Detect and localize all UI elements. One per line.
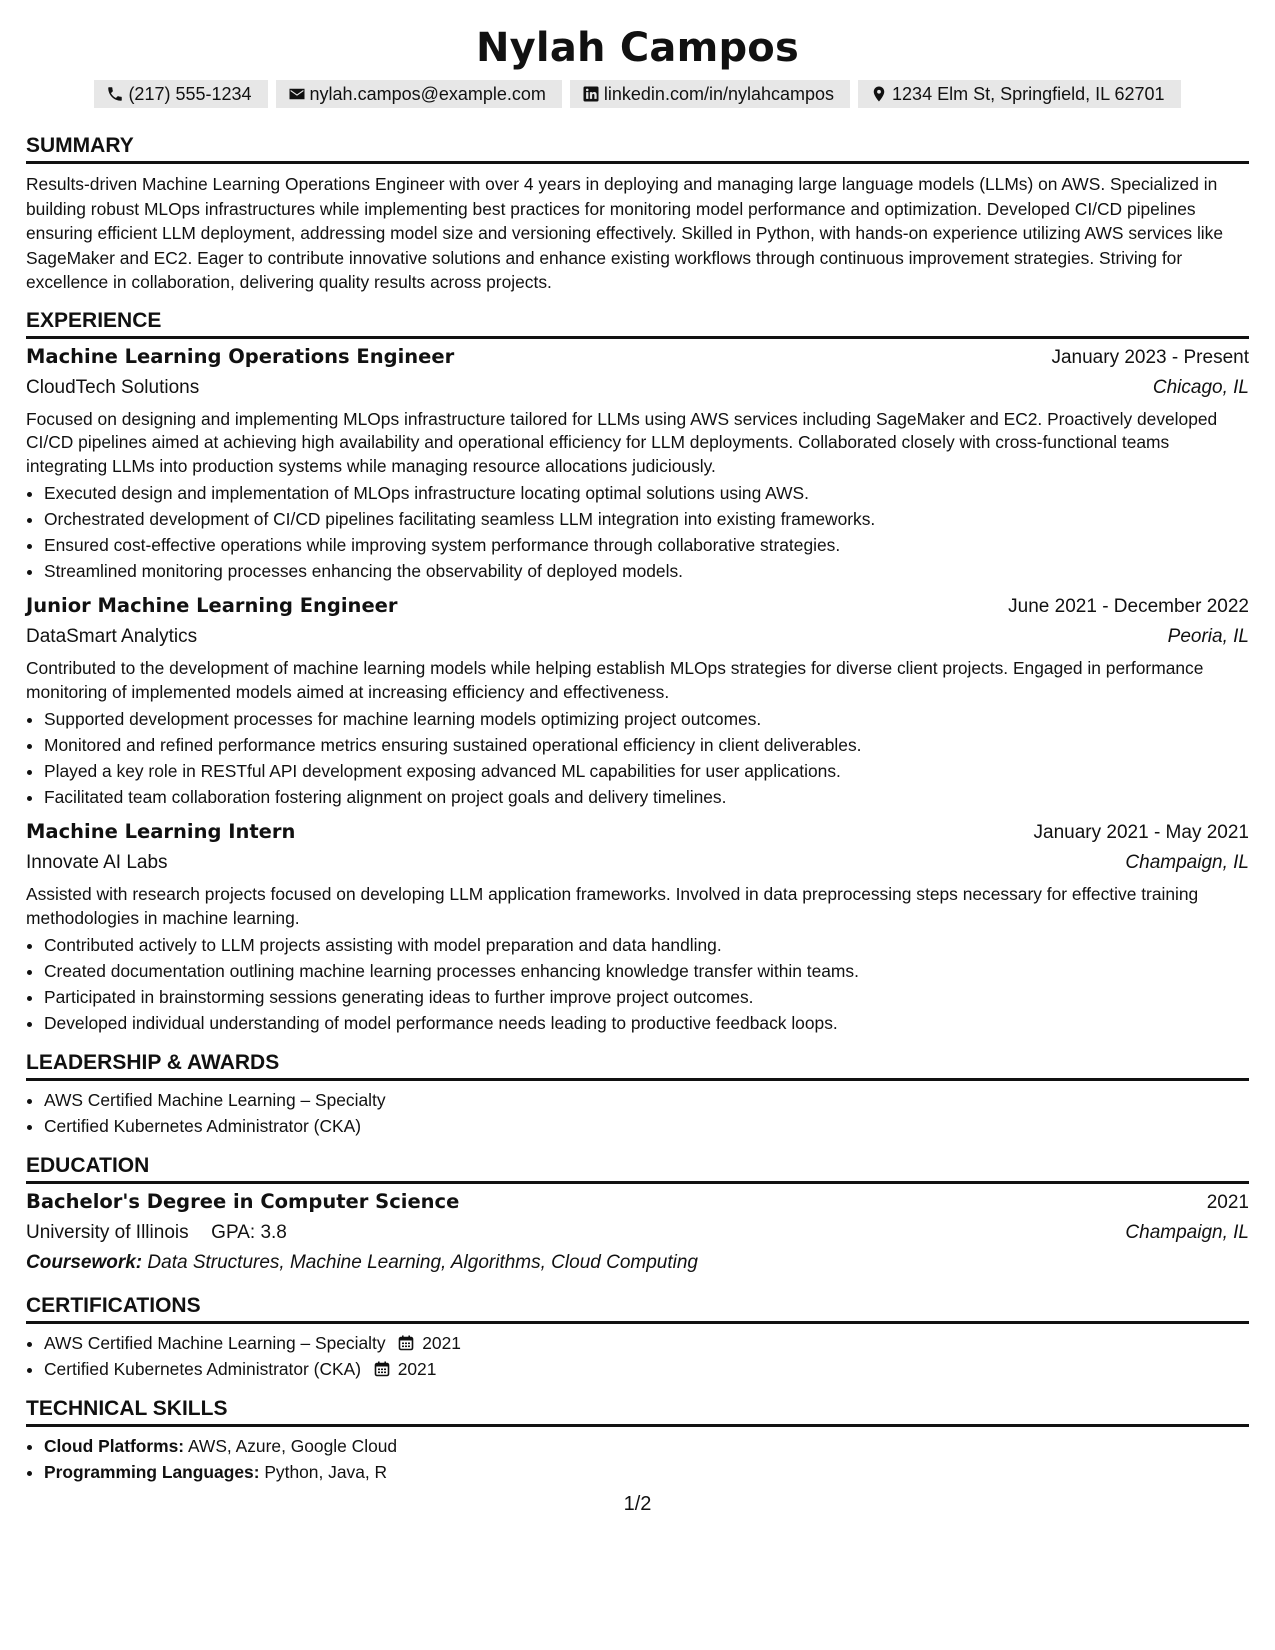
phone-text: (217) 555-1234 bbox=[128, 84, 252, 104]
resume-page bbox=[26, 20, 1249, 1485]
school-location: Champaign, IL bbox=[1125, 1222, 1249, 1243]
contact-linkedin[interactable] bbox=[570, 80, 850, 108]
list-item bbox=[44, 1459, 1249, 1485]
certifications-list bbox=[26, 1330, 1249, 1382]
coursework bbox=[26, 1249, 1249, 1277]
section-title-experience: EXPERIENCE bbox=[26, 308, 1249, 339]
summary-section bbox=[26, 133, 1249, 295]
job-entry bbox=[26, 343, 1249, 585]
section-title-summary: SUMMARY bbox=[26, 133, 1249, 164]
job-title: Machine Learning Operations Engineer bbox=[26, 344, 455, 368]
list-item: • Streamlined monitoring processes enhancing the observability of deployed models. bbox=[44, 558, 1249, 584]
contact-bar bbox=[26, 80, 1249, 108]
experience-section bbox=[26, 308, 1249, 1037]
list-item bbox=[44, 1356, 1249, 1382]
school-name: University of Illinois bbox=[26, 1222, 189, 1243]
job-description: Contributed to the development of machine learning models while helping establish MLOps strategies for diverse client projects. Engaged in performance monitoring of implemented models aimed at increasing efficiency and effectiveness. bbox=[26, 658, 1204, 702]
contact-phone[interactable] bbox=[94, 80, 267, 108]
graduation-year: 2021 bbox=[1206, 1192, 1249, 1213]
list-item: • Executed design and implementation of MLOps infrastructure locating optimal solutions using AWS. bbox=[44, 480, 1249, 506]
job-company: CloudTech Solutions bbox=[26, 376, 200, 398]
certifications-section bbox=[26, 1293, 1249, 1382]
map-pin-icon bbox=[870, 85, 888, 103]
coursework-label: Coursework: bbox=[26, 1252, 143, 1273]
job-company: DataSmart Analytics bbox=[26, 626, 198, 647]
certification-name: AWS Certified Machine Learning – Specialty bbox=[44, 1333, 386, 1353]
job-dates: June 2021 - December 2022 bbox=[1008, 596, 1249, 617]
summary-text: Results-driven Machine Learning Operations Engineer with over 4 years in deploying and managing large language models (LLMs) on AWS. Specialized in building robust MLOps infrastructures while implementing best practices for monitoring model performance and optimization. Developed CI/CD pipelines ensuring efficient LLM deployment, addressing model size and versioning effectively. Skilled in Python, with hands-on experience utilizing AWS services like SageMaker and EC2. Eager to contribute innovative solutions and enhance existing workflows through continuous improvement strategies. Striving for excellence in collaboration, delivering quality results across projects. bbox=[26, 174, 1224, 292]
section-title-skills: TECHNICAL SKILLS bbox=[26, 1396, 1249, 1427]
section-title-leadership: LEADERSHIP & AWARDS bbox=[26, 1050, 1249, 1081]
list-item: • Orchestrated development of CI/CD pipelines facilitating seamless LLM integration into existing frameworks. bbox=[44, 506, 1249, 532]
section-title-certifications: CERTIFICATIONS bbox=[26, 1293, 1249, 1324]
skills-section bbox=[26, 1396, 1249, 1485]
skill-values: AWS, Azure, Google Cloud bbox=[187, 1436, 398, 1456]
job-title: Junior Machine Learning Engineer bbox=[26, 594, 398, 617]
education-section bbox=[26, 1153, 1249, 1277]
calendar-icon bbox=[398, 1335, 414, 1351]
list-item: • Created documentation outlining machine learning processes enhancing knowledge transfer within teams. bbox=[44, 958, 1249, 984]
email-text: nylah.campos@example.com bbox=[309, 84, 546, 104]
list-item: • AWS Certified Machine Learning – Specialty bbox=[44, 1087, 1249, 1113]
skill-category: Cloud Platforms: bbox=[44, 1436, 185, 1456]
job-dates: January 2021 - May 2021 bbox=[1033, 822, 1249, 843]
job-location: Champaign, IL bbox=[1125, 852, 1249, 873]
list-item: • Certified Kubernetes Administrator (CKA) bbox=[44, 1113, 1249, 1139]
list-item bbox=[44, 1433, 1249, 1459]
degree-title: Bachelor's Degree in Computer Science bbox=[26, 1190, 460, 1213]
job-entry bbox=[26, 592, 1249, 810]
job-description: Focused on designing and implementing MLOps infrastructure tailored for LLMs using AWS services including SageMaker and EC2. Proactively developed CI/CD pipelines aimed at achieving high availability and operational efficiency for LLM deployments. Collaborated closely with cross-functional teams integrating LLMs into production systems while managing resource allocations judiciously. bbox=[26, 408, 1218, 476]
page-number: 1/2 bbox=[623, 1493, 652, 1515]
job-location: Chicago, IL bbox=[1152, 376, 1249, 398]
job-entry bbox=[26, 818, 1249, 1036]
skills-list bbox=[26, 1433, 1249, 1485]
address-text: 1234 Elm St, Springfield, IL 62701 bbox=[892, 84, 1165, 104]
certification-year: 2021 bbox=[422, 1333, 461, 1353]
list-item: • Facilitated team collaboration fostering alignment on project goals and delivery timelines. bbox=[44, 784, 1249, 810]
list-item: • Developed individual understanding of model performance needs leading to productive feedback loops. bbox=[44, 1010, 1249, 1036]
job-bullets bbox=[26, 480, 1249, 584]
envelope-icon bbox=[288, 85, 306, 103]
list-item: • Supported development processes for machine learning models optimizing project outcomes. bbox=[44, 706, 1249, 732]
calendar-icon bbox=[374, 1361, 390, 1377]
contact-address bbox=[858, 80, 1181, 108]
list-item bbox=[44, 1330, 1249, 1356]
linkedin-icon bbox=[582, 85, 600, 103]
list-item: • Contributed actively to LLM projects assisting with model preparation and data handling. bbox=[44, 932, 1249, 958]
linkedin-text: linkedin.com/in/nylahcampos bbox=[603, 84, 835, 104]
candidate-name: Nylah Campos bbox=[475, 25, 799, 71]
certification-name: Certified Kubernetes Administrator (CKA) bbox=[44, 1359, 362, 1379]
coursework-list: Data Structures, Machine Learning, Algorithms, Cloud Computing bbox=[147, 1252, 698, 1273]
job-bullets bbox=[26, 932, 1249, 1036]
list-item: • Played a key role in RESTful API development exposing advanced ML capabilities for user applications. bbox=[44, 758, 1249, 784]
gpa: GPA: 3.8 bbox=[211, 1222, 287, 1243]
contact-email[interactable] bbox=[276, 80, 562, 108]
list-item: • Participated in brainstorming sessions generating ideas to further improve project outcomes. bbox=[44, 984, 1249, 1010]
list-item: • Ensured cost-effective operations while improving system performance through collaborative strategies. bbox=[44, 532, 1249, 558]
skill-values: Python, Java, R bbox=[264, 1462, 388, 1482]
job-title: Machine Learning Intern bbox=[26, 820, 296, 843]
job-description: Assisted with research projects focused on developing LLM application frameworks. Involved in data preprocessing steps necessary for effective training methodologies in machine learning. bbox=[26, 884, 1199, 928]
job-company: Innovate AI Labs bbox=[26, 852, 168, 873]
leadership-section bbox=[26, 1050, 1249, 1139]
certification-year: 2021 bbox=[397, 1359, 437, 1379]
phone-icon bbox=[106, 85, 124, 103]
section-title-education: EDUCATION bbox=[26, 1153, 1249, 1184]
job-location: Peoria, IL bbox=[1167, 626, 1249, 647]
list-item: • Monitored and refined performance metrics ensuring sustained operational efficiency in client deliverables. bbox=[44, 732, 1249, 758]
job-dates: January 2023 - Present bbox=[1051, 346, 1249, 368]
job-bullets bbox=[26, 706, 1249, 810]
leadership-list bbox=[26, 1087, 1249, 1139]
skill-category: Programming Languages: bbox=[44, 1462, 260, 1482]
